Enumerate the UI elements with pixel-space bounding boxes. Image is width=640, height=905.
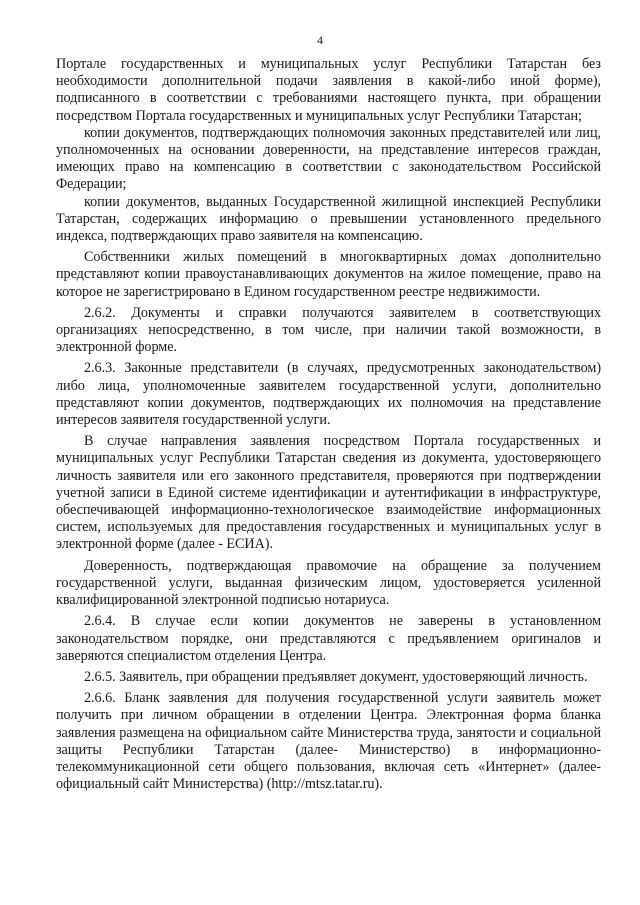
paragraph-owners: Собственники жилых помещений в многоквартирных домах дополнительно представляют копии правоустанавливающих документов на жилое помещение, право на которое не зарегистрировано в Едином государственном реестре недвижимости. xyxy=(56,249,601,300)
paragraph-2-6-6: 2.6.6. Бланк заявления для получения государственной услуги заявитель может получить при личном обращении в отделении Центра. Электронная форма бланка заявления размещена на официальном сайте Министерства труда, занятости и социальной защиты Республики Татарстан (далее- Министерство) в информационно-телекоммуникационной сети общего пользования, включая сеть «Интернет» (далее- официальный сайт Министерства) (http://mtsz.tatar.ru). xyxy=(56,690,601,793)
paragraph-2-6-5: 2.6.5. Заявитель, при обращении предъявляет документ, удостоверяющий личность. xyxy=(84,668,588,685)
page-number: 4 xyxy=(317,33,323,47)
paragraph-2-6-4: 2.6.4. В случае если копии документов не заверены в установленном законодательством порядке, они представляются с предъявлением оригиналов и заверяются специалистом отделения Центра. xyxy=(56,613,601,664)
paragraph-representative-copies: копии документов, подтверждающих полномочия законных представителей или лиц, уполномоченных на основании доверенности, на представление интересов граждан, имеющих право на компенсацию в соответствии с законодательством Российской Федерации; xyxy=(56,124,601,193)
paragraph-portal-esia: В случае направления заявления посредством Портала государственных и муниципальных услуг Республики Татарстан сведения из документа, удостоверяющего личность заявителя или его законного представителя, проверяются при подтверждении учетной записи в Единой системе идентификации и аутентификации в инфраструктуре, обеспечивающей информационно-технологическое взаимодействие информационных систем, используемых для предоставления государственных и муниципальных услуг в электронной форме (далее - ЕСИА). xyxy=(56,433,601,553)
paragraph-2-6-3: 2.6.3. Законные представители (в случаях, предусмотренных законодательством) либо лица, уполномоченные заявителем государственной услуги, дополнительно представляют копии документов, подтверждающих их полномочия на представление интересов заявителя государственной услуги. xyxy=(56,360,601,429)
document-body xyxy=(56,56,601,793)
paragraph-portal-continuation: Портале государственных и муниципальных услуг Республики Татарстан без необходимости дополнительной подачи заявления в какой-либо иной форме), подписанного в соответствии с требованиями настоящего пункта, при обращении посредством Портала государственных и муниципальных услуг Республики Татарстан; xyxy=(56,56,601,124)
paragraph-housing-inspection-copies: копии документов, выданных Государственной жилищной инспекцией Республики Татарстан, содержащих информацию о превышении установленного предельного индекса, подтверждающих право заявителя на компенсацию. xyxy=(56,193,601,245)
paragraph-power-of-attorney: Доверенность, подтверждающая правомочие на обращение за получением государственной услуги, выданная физическим лицом, удостоверяется усиленной квалифицированной электронной подписью нотариуса. xyxy=(56,557,601,609)
paragraph-2-6-2: 2.6.2. Документы и справки получаются заявителем в соответствующих организациях непосредственно, в том числе, при наличии такой возможности, в электронной форме. xyxy=(56,304,601,356)
